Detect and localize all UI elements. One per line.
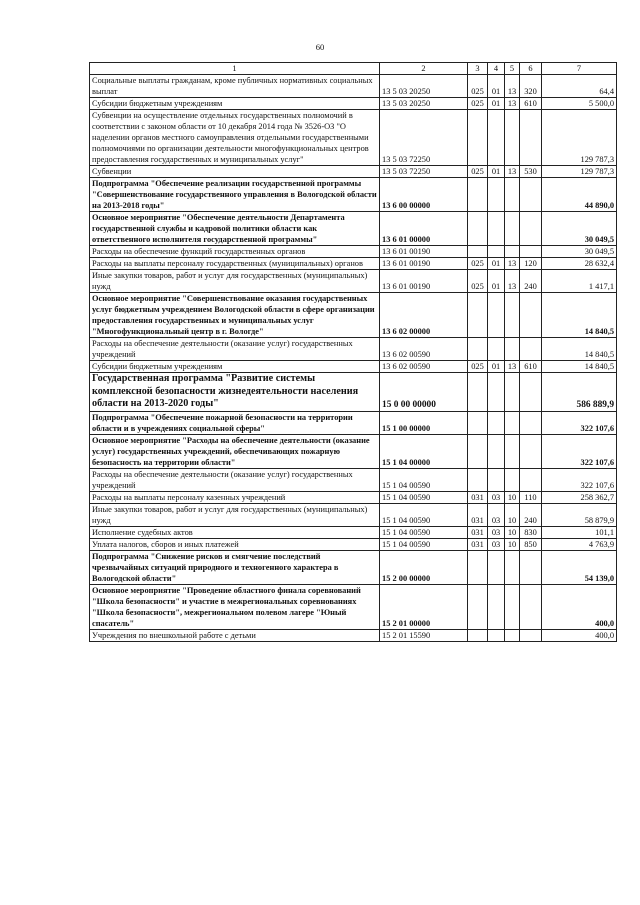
- cell-pr: 10: [505, 503, 520, 526]
- cell-pr: 10: [505, 538, 520, 550]
- cell-name: Иные закупки товаров, работ и услуг для государственных (муниципальных) нужд: [90, 270, 380, 293]
- column-header-name: 1: [90, 63, 380, 75]
- cell-amount: 14 840,5: [542, 338, 617, 361]
- cell-kvr: 240: [520, 503, 542, 526]
- cell-rz: [488, 373, 505, 412]
- cell-pr: 10: [505, 491, 520, 503]
- table-body: [90, 75, 617, 642]
- cell-pr: [505, 629, 520, 641]
- cell-name: Подпрограмма "Снижение рисков и смягчение последствий чрезвычайных ситуаций природного и техногенного характера в Вологодской области": [90, 550, 380, 584]
- cell-kvr: [520, 373, 542, 412]
- cell-code: 15 2 01 00000: [380, 584, 468, 629]
- cell-vr: [468, 629, 488, 641]
- cell-name: Подпрограмма "Обеспечение реализации государственной программы "Совершенствование государственного управления в Вологодской области на 2013-2018 годы": [90, 178, 380, 212]
- cell-vr: 025: [468, 98, 488, 110]
- cell-name: Подпрограмма "Обеспечение пожарной безопасности на территории области и в учреждениях социальной сферы": [90, 411, 380, 434]
- cell-amount: 400,0: [542, 584, 617, 629]
- cell-vr: [468, 468, 488, 491]
- cell-vr: [468, 584, 488, 629]
- cell-rz: 03: [488, 491, 505, 503]
- cell-vr: 025: [468, 361, 488, 373]
- cell-name: Основное мероприятие "Совершенствование оказания государственных услуг бюджетным учреждением Вологодской области в сфере организации предоставления государственных и муниципальных услуг "Многофункциональный центр в г. Вологде": [90, 293, 380, 338]
- table-row: [90, 110, 617, 166]
- table-row: [90, 468, 617, 491]
- cell-code: 13 6 01 00190: [380, 246, 468, 258]
- cell-name: Субсидии бюджетным учреждениям: [90, 98, 380, 110]
- table-row: [90, 491, 617, 503]
- cell-vr: 031: [468, 491, 488, 503]
- table-row: [90, 584, 617, 629]
- cell-rz: [488, 246, 505, 258]
- cell-amount: 101,1: [542, 526, 617, 538]
- cell-vr: [468, 434, 488, 468]
- cell-name: Основное мероприятие "Обеспечение деятельности Департамента государственной службы и кадровой политики области как ответственного исполнителя государственной программы": [90, 212, 380, 246]
- cell-pr: 13: [505, 98, 520, 110]
- column-header-vr: 3: [468, 63, 488, 75]
- table-row: [90, 361, 617, 373]
- cell-rz: 03: [488, 503, 505, 526]
- cell-vr: 025: [468, 75, 488, 98]
- cell-rz: [488, 212, 505, 246]
- cell-rz: [488, 584, 505, 629]
- cell-name: Субсидии бюджетным учреждениям: [90, 361, 380, 373]
- table-row: [90, 538, 617, 550]
- cell-kvr: [520, 110, 542, 166]
- table-row: [90, 411, 617, 434]
- cell-code: 15 0 00 00000: [380, 373, 468, 412]
- cell-code: 15 1 04 00000: [380, 434, 468, 468]
- cell-pr: 13: [505, 361, 520, 373]
- table-row: [90, 258, 617, 270]
- cell-pr: 13: [505, 258, 520, 270]
- cell-kvr: [520, 212, 542, 246]
- cell-amount: 28 632,4: [542, 258, 617, 270]
- table-row: [90, 373, 617, 412]
- cell-kvr: [520, 629, 542, 641]
- cell-amount: 322 107,6: [542, 434, 617, 468]
- cell-amount: 5 500,0: [542, 98, 617, 110]
- cell-rz: 01: [488, 258, 505, 270]
- cell-vr: 025: [468, 166, 488, 178]
- cell-vr: 025: [468, 270, 488, 293]
- cell-rz: [488, 110, 505, 166]
- cell-rz: 03: [488, 526, 505, 538]
- cell-vr: 031: [468, 503, 488, 526]
- table-row: [90, 246, 617, 258]
- cell-amount: 322 107,6: [542, 411, 617, 434]
- cell-rz: 01: [488, 361, 505, 373]
- cell-code: 13 6 02 00590: [380, 338, 468, 361]
- cell-name: Социальные выплаты гражданам, кроме публичных нормативных социальных выплат: [90, 75, 380, 98]
- cell-vr: [468, 411, 488, 434]
- cell-kvr: 850: [520, 538, 542, 550]
- cell-pr: [505, 246, 520, 258]
- table-row: [90, 270, 617, 293]
- table-row: [90, 166, 617, 178]
- cell-kvr: [520, 584, 542, 629]
- cell-pr: [505, 411, 520, 434]
- cell-vr: 031: [468, 538, 488, 550]
- cell-kvr: [520, 411, 542, 434]
- cell-pr: 13: [505, 75, 520, 98]
- cell-code: 15 1 04 00590: [380, 538, 468, 550]
- cell-code: 13 5 03 20250: [380, 75, 468, 98]
- cell-name: Основное мероприятие "Расходы на обеспечение деятельности (оказание услуг) государственных учреждений, обеспечивающих пожарную безопасность на территории области": [90, 434, 380, 468]
- cell-kvr: [520, 434, 542, 468]
- cell-kvr: [520, 550, 542, 584]
- table-row: [90, 434, 617, 468]
- cell-kvr: [520, 338, 542, 361]
- table-row: [90, 75, 617, 98]
- cell-kvr: 610: [520, 98, 542, 110]
- cell-code: 15 2 00 00000: [380, 550, 468, 584]
- cell-pr: [505, 110, 520, 166]
- cell-name: Расходы на обеспечение функций государственных органов: [90, 246, 380, 258]
- cell-pr: [505, 434, 520, 468]
- cell-vr: [468, 293, 488, 338]
- header-row: [90, 63, 617, 75]
- cell-code: 13 5 03 20250: [380, 98, 468, 110]
- cell-kvr: [520, 246, 542, 258]
- cell-kvr: [520, 178, 542, 212]
- cell-rz: 01: [488, 166, 505, 178]
- cell-pr: [505, 373, 520, 412]
- table-row: [90, 178, 617, 212]
- cell-kvr: [520, 468, 542, 491]
- cell-amount: 4 763,9: [542, 538, 617, 550]
- cell-code: 15 2 01 15590: [380, 629, 468, 641]
- cell-amount: 586 889,9: [542, 373, 617, 412]
- cell-kvr: 530: [520, 166, 542, 178]
- cell-kvr: 830: [520, 526, 542, 538]
- table-row: [90, 629, 617, 641]
- cell-code: 15 1 00 00000: [380, 411, 468, 434]
- cell-code: 15 1 04 00590: [380, 526, 468, 538]
- cell-vr: [468, 338, 488, 361]
- cell-name: Расходы на обеспечение деятельности (оказание услуг) государственных учреждений: [90, 338, 380, 361]
- cell-rz: 01: [488, 75, 505, 98]
- cell-rz: [488, 629, 505, 641]
- cell-amount: 1 417,1: [542, 270, 617, 293]
- column-header-pr: 5: [505, 63, 520, 75]
- cell-name: Иные закупки товаров, работ и услуг для государственных (муниципальных) нужд: [90, 503, 380, 526]
- table-row: [90, 338, 617, 361]
- cell-rz: 03: [488, 538, 505, 550]
- cell-code: 13 6 01 00190: [380, 270, 468, 293]
- cell-kvr: 110: [520, 491, 542, 503]
- cell-amount: 14 840,5: [542, 293, 617, 338]
- cell-amount: 400,0: [542, 629, 617, 641]
- cell-code: 15 1 04 00590: [380, 491, 468, 503]
- cell-amount: 30 049,5: [542, 246, 617, 258]
- cell-kvr: 120: [520, 258, 542, 270]
- cell-rz: [488, 178, 505, 212]
- cell-name: Уплата налогов, сборов и иных платежей: [90, 538, 380, 550]
- cell-pr: [505, 212, 520, 246]
- cell-rz: [488, 468, 505, 491]
- cell-code: 13 6 00 00000: [380, 178, 468, 212]
- cell-amount: 64,4: [542, 75, 617, 98]
- table-row: [90, 550, 617, 584]
- column-header-rz: 4: [488, 63, 505, 75]
- cell-amount: 54 139,0: [542, 550, 617, 584]
- cell-code: 15 1 04 00590: [380, 468, 468, 491]
- cell-rz: [488, 411, 505, 434]
- cell-name: Основное мероприятие "Проведение областного финала соревнований "Школа безопасности" и участие в межрегиональных соревнованиях "Школа безопасности", межрегиональном полевом лагере "Юный спасатель": [90, 584, 380, 629]
- cell-pr: 13: [505, 166, 520, 178]
- cell-rz: [488, 293, 505, 338]
- cell-amount: 258 362,7: [542, 491, 617, 503]
- cell-name: Исполнение судебных актов: [90, 526, 380, 538]
- cell-rz: 01: [488, 270, 505, 293]
- cell-vr: [468, 212, 488, 246]
- cell-amount: 44 890,0: [542, 178, 617, 212]
- table-row: [90, 293, 617, 338]
- cell-amount: 322 107,6: [542, 468, 617, 491]
- column-header-amount: 7: [542, 63, 617, 75]
- cell-pr: [505, 584, 520, 629]
- cell-rz: [488, 550, 505, 584]
- cell-code: 15 1 04 00590: [380, 503, 468, 526]
- table-row: [90, 526, 617, 538]
- cell-name: Расходы на обеспечение деятельности (оказание услуг) государственных учреждений: [90, 468, 380, 491]
- cell-name: Субвенции на осуществление отдельных государственных полномочий в соответствии с законом области от 10 декабря 2014 года № 3526-ОЗ "О наделении органов местного самоуправления отдельными государственными полномочиями по организации деятельности многофункциональных центров предоставления государственных и муниципальных услуг": [90, 110, 380, 166]
- cell-vr: 025: [468, 258, 488, 270]
- cell-amount: 14 840,5: [542, 361, 617, 373]
- cell-pr: [505, 550, 520, 584]
- cell-rz: 01: [488, 98, 505, 110]
- cell-amount: 30 049,5: [542, 212, 617, 246]
- cell-code: 13 6 02 00000: [380, 293, 468, 338]
- cell-pr: [505, 468, 520, 491]
- cell-name: Расходы на выплаты персоналу казенных учреждений: [90, 491, 380, 503]
- column-header-kvr: 6: [520, 63, 542, 75]
- table-row: [90, 503, 617, 526]
- cell-pr: 10: [505, 526, 520, 538]
- cell-rz: [488, 434, 505, 468]
- table-row: [90, 212, 617, 246]
- cell-name: Расходы на выплаты персоналу государственных (муниципальных) органов: [90, 258, 380, 270]
- cell-pr: [505, 293, 520, 338]
- cell-kvr: 320: [520, 75, 542, 98]
- cell-code: 13 5 03 72250: [380, 110, 468, 166]
- cell-code: 13 5 03 72250: [380, 166, 468, 178]
- cell-kvr: 240: [520, 270, 542, 293]
- cell-code: 13 6 01 00190: [380, 258, 468, 270]
- cell-vr: 031: [468, 526, 488, 538]
- page-number: 60: [315, 42, 325, 52]
- cell-rz: [488, 338, 505, 361]
- cell-code: 13 6 01 00000: [380, 212, 468, 246]
- cell-vr: [468, 550, 488, 584]
- cell-vr: [468, 246, 488, 258]
- cell-amount: 58 879,9: [542, 503, 617, 526]
- cell-vr: [468, 373, 488, 412]
- cell-amount: 129 787,3: [542, 110, 617, 166]
- cell-kvr: 610: [520, 361, 542, 373]
- cell-kvr: [520, 293, 542, 338]
- column-header-code: 2: [380, 63, 468, 75]
- cell-name: Учреждения по внешкольной работе с детьми: [90, 629, 380, 641]
- cell-code: 13 6 02 00590: [380, 361, 468, 373]
- cell-name: Государственная программа "Развитие системы комплексной безопасности жизнедеятельности населения области на 2013-2020 годы": [90, 373, 380, 412]
- cell-vr: [468, 110, 488, 166]
- cell-name: Субвенции: [90, 166, 380, 178]
- cell-pr: [505, 338, 520, 361]
- cell-pr: 13: [505, 270, 520, 293]
- table-row: [90, 98, 617, 110]
- budget-table: [89, 62, 617, 642]
- cell-pr: [505, 178, 520, 212]
- cell-amount: 129 787,3: [542, 166, 617, 178]
- cell-vr: [468, 178, 488, 212]
